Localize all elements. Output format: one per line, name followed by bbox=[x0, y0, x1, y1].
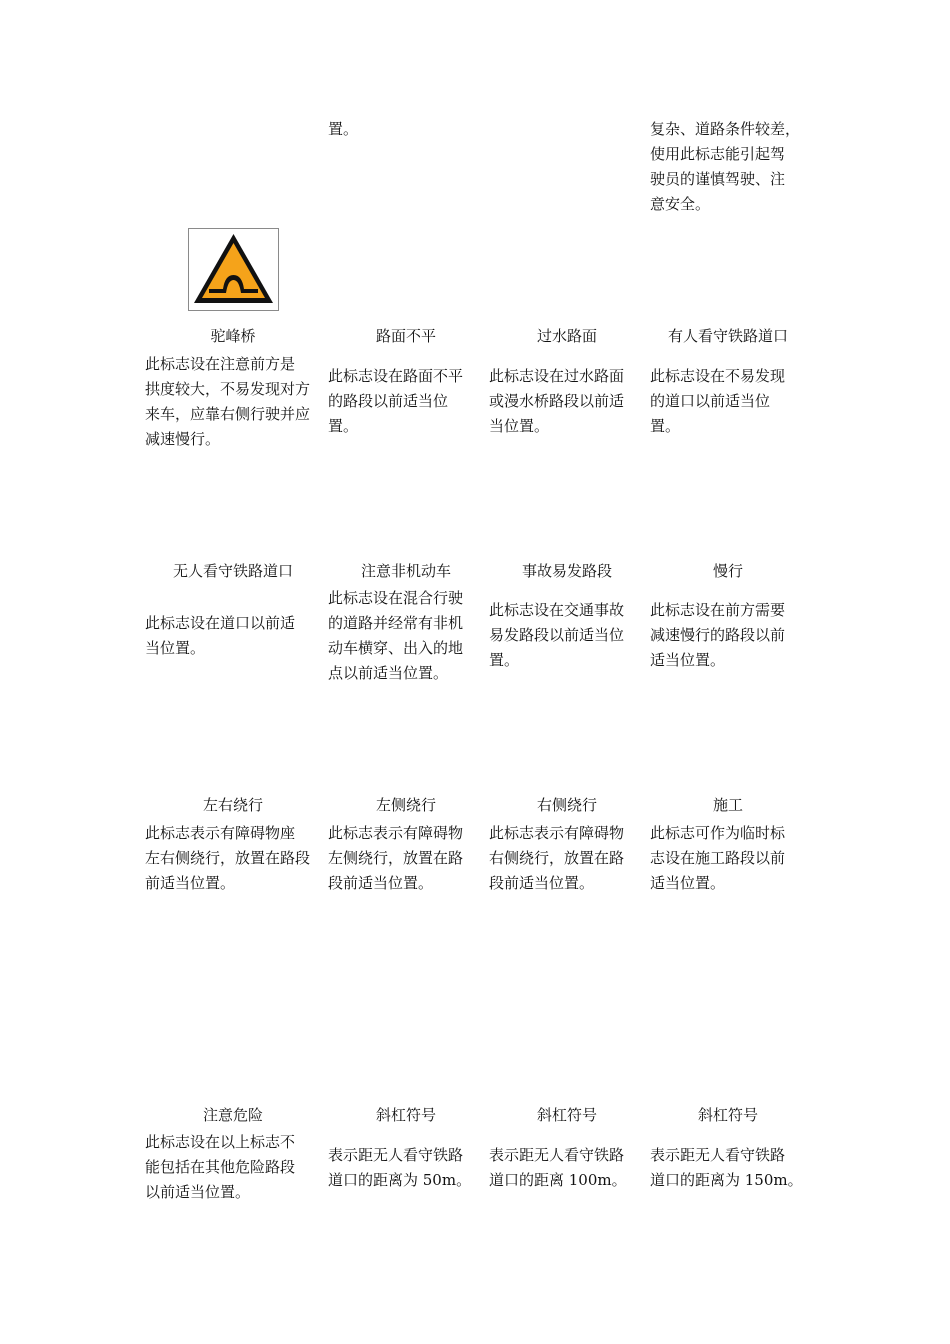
sign-description: 此标志设在交通事故 易发路段以前适当位 置。 bbox=[489, 601, 625, 669]
sign-description: 表示距无人看守铁路 道口的距离为 150m。 bbox=[650, 1146, 803, 1189]
sign-title: 斜杠符号 bbox=[375, 1106, 436, 1124]
sign-description: 此标志设在路面不平 的路段以前适当位 置。 bbox=[328, 367, 464, 435]
sign-title: 斜杠符号 bbox=[536, 1106, 597, 1124]
sign-description: 此标志设在不易发现 的道口以前适当位 置。 bbox=[650, 367, 786, 435]
hump-bridge-warning-icon bbox=[189, 229, 278, 310]
sign-description: 此标志设在以上标志不 能包括在其他危险路段 以前适当位置。 bbox=[145, 1133, 296, 1201]
sign-title: 路面不平 bbox=[375, 327, 436, 345]
sign-title: 右侧绕行 bbox=[536, 796, 597, 814]
sign-description: 此标志设在道口以前适 当位置。 bbox=[145, 614, 296, 657]
sign-description: 此标志表示有障碍物座 左右侧绕行，放置在路段 前适当位置。 bbox=[145, 824, 311, 892]
sign-title: 施工 bbox=[712, 796, 743, 814]
sign-description: 此标志表示有障碍物 右侧绕行，放置在路 段前适当位置。 bbox=[489, 824, 625, 892]
sign-title: 左侧绕行 bbox=[375, 796, 436, 814]
sign-title: 注意危险 bbox=[202, 1106, 263, 1124]
sign-description: 此标志设在前方需要 减速慢行的路段以前 适当位置。 bbox=[650, 601, 786, 669]
sign-title: 左右绕行 bbox=[202, 796, 263, 814]
sign-description: 表示距无人看守铁路 道口的距离 100m。 bbox=[489, 1146, 627, 1189]
sign-description: 此标志设在混合行驶 的道路并经常有非机 动车横穿、出入的地 点以前适当位置。 bbox=[328, 589, 464, 682]
sign-title: 注意非机动车 bbox=[360, 562, 451, 580]
sign-description: 此标志设在注意前方是 拱度较大，不易发现对方 来车，应靠右侧行驶并应 减速慢行。 bbox=[145, 355, 311, 448]
sign-title: 慢行 bbox=[712, 562, 743, 580]
sign-title: 无人看守铁路道口 bbox=[172, 562, 293, 580]
sign-description: 此标志表示有障碍物 左侧绕行，放置在路 段前适当位置。 bbox=[328, 824, 464, 892]
sign-description: 表示距无人看守铁路 道口的距离为 50m。 bbox=[328, 1146, 472, 1189]
sign-title: 驼峰桥 bbox=[210, 327, 256, 345]
sign-title: 事故易发路段 bbox=[521, 562, 612, 580]
sign-description: 此标志设在过水路面 或漫水桥路段以前适 当位置。 bbox=[489, 367, 625, 435]
top-col4-tail: 复杂、道路条件较差， 使用此标志能引起驾 驶员的谨慎驾驶、注 意安全。 bbox=[650, 120, 801, 213]
hump-bridge-sign-image bbox=[188, 228, 279, 311]
sign-title: 过水路面 bbox=[536, 327, 597, 345]
sign-title: 斜杠符号 bbox=[697, 1106, 758, 1124]
top-col2-tail: 置。 bbox=[328, 120, 359, 138]
sign-title: 有人看守铁路道口 bbox=[667, 327, 788, 345]
sign-description: 此标志可作为临时标 志设在施工路段以前 适当位置。 bbox=[650, 824, 786, 892]
